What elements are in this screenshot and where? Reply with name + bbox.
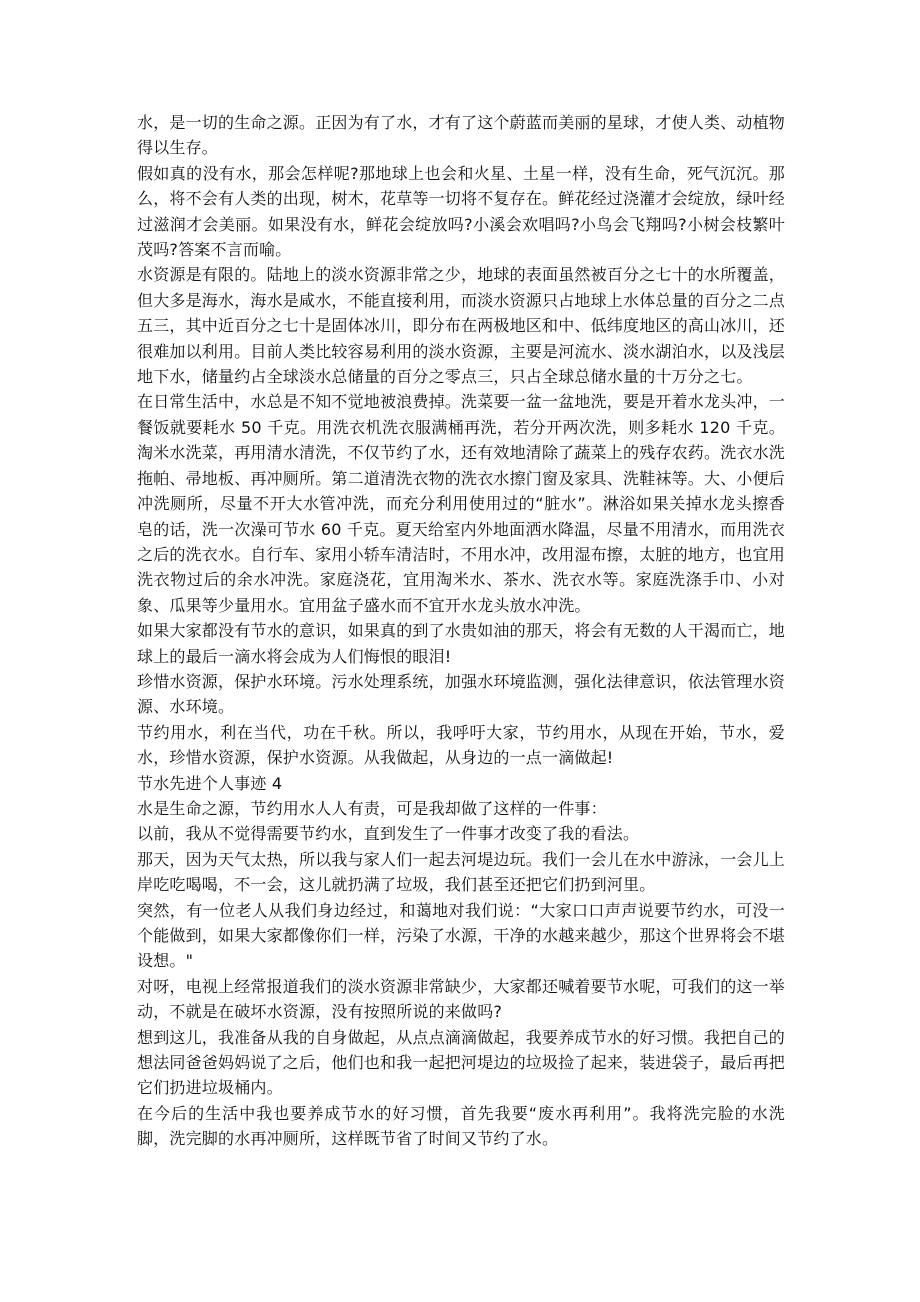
paragraph: 在今后的生活中我也要养成节水的好习惯，首先我要“废水再利用”。我将洗完脸的水洗脚，洗完脚的水再冲厕所，这样既节省了时间又节约了水。 <box>137 1103 785 1149</box>
section-heading: 节水先进个人事迹 4 <box>137 773 283 793</box>
paragraph: 如果大家都没有节水的意识，如果真的到了水贵如油的那天，将会有无数的人干渴而亡，地球上的最后一滴水将会成为人们悔恨的眼泪! <box>137 621 786 666</box>
paragraph: 那天，因为天气太热，所以我与家人们一起去河堤边玩。我们一会儿在水中游泳，一会儿上岸吃吃喝喝，不一会，这儿就扔满了垃圾，我们甚至还把它们扔到河里。 <box>137 849 786 895</box>
paragraph: 突然，有一位老人从我们身边经过，和蔼地对我们说：“大家口口声声说要节约水，可没一个能做到，如果大家都像你们一样，污染了水源，干净的水越来越少，那这个世界将会不堪设想。" <box>137 900 786 971</box>
paragraph: 假如真的没有水，那会怎样呢?那地球上也会和火星、土星一样，没有生命，死气沉沉。那么，将不会有人类的出现，树木，花草等一切将不复存在。鲜花经过浇灌才会绽放，绿叶经过滋润才会美丽。如果没有水，鲜花会绽放吗?小溪会欢唱吗?小鸟会飞翔吗?小树会枝繁叶茂吗?答案不言而喻。 <box>137 163 786 260</box>
paragraph: 水是生命之源，节约用水人人有责，可是我却做了这样的一件事： <box>137 798 607 818</box>
paragraph: 水资源是有限的。陆地上的淡水资源非常之少，地球的表面虽然被百分之七十的水所覆盖，但大多是海水，海水是咸水，不能直接利用，而淡水资源只占地球上水体总量的百分之二点五三，其中近百分之七十是固体冰川，即分布在两极地区和中、低纬度地区的高山冰川，还很难加以利用。目前人类比较容易利用的淡水资源，主要是河流水、淡水湖泊水，以及浅层地下水，储量约占全球淡水总储量的百分之零点三，只占全球总储水量的十万分之七。 <box>137 265 786 387</box>
paragraph: 对呀，电视上经常报道我们的淡水资源非常缺少，大家都还喊着要节水呢，可我们的这一举动，不就是在破坏水资源，没有按照所说的来做吗? <box>137 976 786 1022</box>
document-body <box>137 110 785 1152</box>
paragraph: 想到这儿，我准备从我的自身做起，从点点滴滴做起，我要养成节水的好习惯。我把自己的想法同爸爸妈妈说了之后，他们也和我一起把河堤边的垃圾捡了起来，装进袋子，最后再把它们扔进垃圾桶内。 <box>137 1027 786 1098</box>
paragraph: 在日常生活中，水总是不知不觉地被浪费掉。洗菜要一盆一盆地洗，要是开着水龙头冲，一餐饭就要耗水 50 千克。用洗衣机洗衣服满桶再洗，若分开两次洗，则多耗水 120 千克。淘米水洗菜，再用清水清洗，不仅节约了水，还有效地清除了蔬菜上的残存农药。洗衣水洗拖帕、帚地板、再冲厕所。第二道清洗衣物的洗衣水擦门窗及家具、洗鞋袜等。大、小便后冲洗厕所，尽量不开大水管冲洗，而充分利用使用过的“脏水”。淋浴如果关掉水龙头擦香皂的话，洗一次澡可节水 60 千克。夏天给室内外地面洒水降温，尽量不用清水，而用洗衣之后的洗衣水。自行车、家用小轿车清洁时，不用水冲，改用湿布擦，太脏的地方，也宜用洗衣物过后的余水冲洗。家庭浇花，宜用淘米水、茶水、洗衣水等。家庭洗涤手巾、小对象、瓜果等少量用水。宜用盆子盛水而不宜开水龙头放水冲洗。 <box>137 392 786 615</box>
paragraph: 珍惜水资源，保护水环境。污水处理系统，加强水环境监测，强化法律意识，依法管理水资源、水环境。 <box>137 671 786 717</box>
paragraph: 以前，我从不觉得需要节约水，直到发生了一件事才改变了我的看法。 <box>137 824 640 844</box>
paragraph: 节约用水，利在当代，功在千秋。所以，我呼吁大家，节约用水，从现在开始，节水，爱水，珍惜水资源，保护水资源。从我做起，从身边的一点一滴做起! <box>137 722 785 768</box>
paragraph: 水，是一切的生命之源。正因为有了水，才有了这个蔚蓝而美丽的星球，才使人类、动植物得以生存。 <box>137 113 786 158</box>
